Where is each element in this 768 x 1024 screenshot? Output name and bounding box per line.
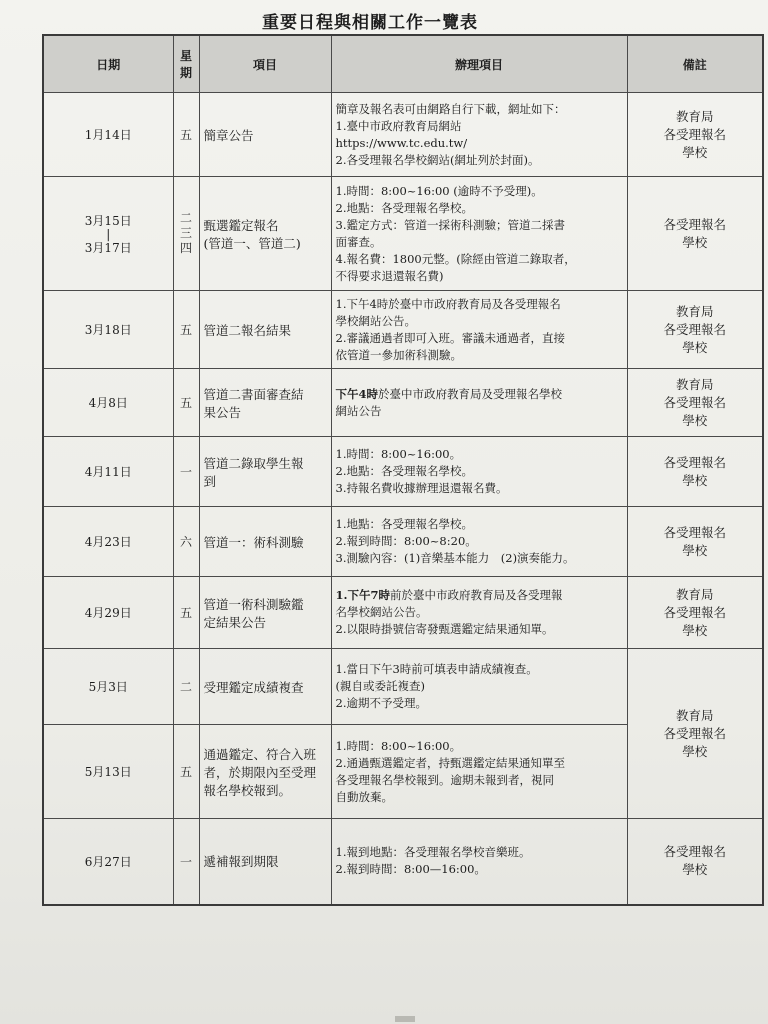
table-row (43, 177, 763, 291)
row-detail (331, 819, 627, 905)
note-line: 各受理報名 (663, 604, 726, 620)
row-note (627, 437, 763, 507)
note-line: 學校 (682, 862, 708, 878)
detail-line: 1.當日下午3時前可填表申請成績複查。 (335, 662, 538, 676)
item-line: 管道一術科測驗鑑 (203, 596, 304, 612)
row-date: 5月3日 (43, 649, 173, 725)
row-dow: 五 (173, 577, 199, 649)
item-line: (管道一、管道二) (203, 235, 301, 251)
item-line: 定結果公告 (203, 614, 267, 630)
detail-text: 前於臺中市政府教育局及各受理報 (390, 588, 563, 602)
row-dow: 五 (173, 291, 199, 369)
row-dow: 六 (173, 507, 199, 577)
date-end: 3月17日 (84, 240, 132, 255)
date-separator: | (106, 226, 111, 241)
row-item (199, 369, 331, 437)
note-line: 教育局 (675, 707, 714, 723)
row-detail (331, 291, 627, 369)
header-item: 項目 (199, 35, 331, 93)
header-note: 備註 (627, 35, 763, 93)
row-note (627, 93, 763, 177)
item-line: 果公告 (203, 404, 242, 420)
row-date: 5月13日 (43, 725, 173, 819)
row-note (627, 507, 763, 577)
row-note (627, 177, 763, 291)
detail-line: https://www.tc.edu.tw/ (335, 135, 468, 150)
detail-line: 3.測驗內容：(1)音樂基本能力 (2)演奏能力。 (335, 551, 575, 565)
page-title: 重要日程與相關工作一覽表 (262, 13, 478, 33)
detail-line: 不得要求退還報名費) (335, 268, 444, 283)
detail-line: 1.臺中市政府教育局網站 (335, 118, 462, 133)
detail-line: 網站公告 (335, 403, 382, 418)
row-item (199, 437, 331, 507)
detail-line: 4.報名費：1800元整。(除經由管道二錄取者， (335, 251, 576, 266)
row-date (43, 177, 173, 291)
row-dow: 五 (173, 369, 199, 437)
note-line: 學校 (682, 144, 708, 160)
row-detail (331, 507, 627, 577)
detail-line: 依管道一參加術科測驗。 (335, 347, 462, 362)
note-line: 教育局 (675, 376, 714, 392)
detail-line: 2.審議通過者即可入班。審議未通過者，直接 (335, 330, 565, 345)
item-line: 管道二書面審查結 (203, 386, 304, 402)
note-line: 各受理報名 (663, 394, 726, 410)
note-line: 學校 (682, 743, 708, 759)
row-detail (331, 437, 627, 507)
note-line: 學校 (682, 234, 708, 250)
note-line: 各受理報名 (663, 524, 726, 540)
page-edge-mark (395, 1016, 415, 1022)
item-line: 到 (203, 473, 217, 489)
detail-line: 名學校網站公告。 (335, 605, 428, 619)
row-item (199, 177, 331, 291)
row-date: 4月23日 (43, 507, 173, 577)
table-row (43, 369, 763, 437)
detail-line: 2.通過甄選鑑定者，持甄選鑑定結果通知單至 (335, 755, 565, 770)
dow-line: 二 (179, 211, 192, 225)
note-line: 教育局 (675, 586, 714, 602)
detail-line: 2.各受理報名學校網站(網址列於封面)。 (335, 152, 540, 167)
row-date: 1月14日 (43, 93, 173, 177)
note-line: 各受理報名 (663, 321, 726, 337)
row-note (627, 577, 763, 649)
row-date: 6月27日 (43, 819, 173, 905)
row-detail (331, 177, 627, 291)
table-row (43, 819, 763, 905)
note-line: 學校 (682, 339, 708, 355)
row-item (199, 725, 331, 819)
table-row (43, 649, 763, 725)
row-item: 管道二報名結果 (199, 291, 331, 369)
row-date: 4月8日 (43, 369, 173, 437)
row-detail (331, 93, 627, 177)
detail-emphasis: 下午4時 (335, 386, 379, 401)
note-line: 學校 (682, 472, 708, 488)
detail-line: 1.時間：8:00~16:00。 (335, 738, 462, 753)
row-dow: 一 (173, 819, 199, 905)
row-item (199, 577, 331, 649)
row-dow: 一 (173, 437, 199, 507)
detail-line: 2.地點：各受理報名學校。 (335, 464, 473, 478)
note-line: 各受理報名 (663, 216, 726, 232)
table-row (43, 93, 763, 177)
row-date: 4月11日 (43, 437, 173, 507)
row-note (627, 819, 763, 905)
note-line: 學校 (682, 542, 708, 558)
detail-line: 2.報到時間：8:00—16:00。 (335, 862, 486, 877)
row-detail (331, 725, 627, 819)
row-date: 4月29日 (43, 577, 173, 649)
table-row (43, 577, 763, 649)
header-date: 日期 (43, 35, 173, 93)
item-line: 管道二錄取學生報 (203, 455, 304, 471)
row-detail (331, 649, 627, 725)
note-line: 教育局 (675, 303, 714, 319)
row-date: 3月18日 (43, 291, 173, 369)
detail-line: 面審查。 (335, 234, 382, 249)
table-header-row (43, 35, 763, 93)
detail-line: (親自或委託複查) (335, 679, 425, 693)
header-dow: 星期 (173, 35, 199, 93)
date-start: 3月15日 (84, 213, 132, 228)
detail-text: 於臺中市政府教育局及受理報名學校 (378, 386, 563, 401)
row-item: 遞補報到期限 (199, 819, 331, 905)
detail-line: 1.時間：8:00~16:00 (逾時不予受理)。 (335, 183, 543, 198)
table-row (43, 291, 763, 369)
detail-emphasis: 1.下午7時 (335, 588, 391, 602)
detail-line: 簡章及報名表可由網路自行下載，網址如下： (335, 101, 566, 116)
note-line: 各受理報名 (663, 725, 726, 741)
detail-line: 3.持報名費收據辦理退還報名費。 (335, 481, 508, 495)
note-line: 各受理報名 (663, 126, 726, 142)
row-item: 簡章公告 (199, 93, 331, 177)
item-line: 者，於期限內至受理 (203, 764, 317, 780)
item-line: 通過鑑定、符合入班 (203, 746, 317, 762)
detail-line: 1.地點：各受理報名學校。 (335, 517, 473, 531)
table-row (43, 437, 763, 507)
row-dow: 五 (173, 725, 199, 819)
note-line: 學校 (682, 622, 708, 638)
row-item: 管道一：術科測驗 (199, 507, 331, 577)
row-dow: 二 (173, 649, 199, 725)
detail-line: 自動放棄。 (335, 789, 393, 804)
detail-line: 2.報到時間：8:00~8:20。 (335, 534, 477, 548)
detail-line: 各受理報名學校報到。逾期未報到者，視同 (335, 772, 554, 787)
detail-line: 3.鑑定方式：管道一採術科測驗；管道二採書 (335, 217, 565, 232)
note-line: 各受理報名 (663, 844, 726, 860)
schedule-table (42, 34, 764, 906)
note-line: 學校 (682, 412, 708, 428)
detail-line: 學校網站公告。 (335, 313, 416, 328)
row-dow: 五 (173, 93, 199, 177)
dow-line: 四 (179, 241, 192, 255)
detail-line: 1.下午4時於臺中市政府教育局及各受理報名 (335, 296, 561, 311)
detail-line: 2.逾期不予受理。 (335, 696, 427, 710)
dow-line: 三 (179, 226, 192, 240)
detail-line: 2.地點：各受理報名學校。 (335, 200, 473, 215)
row-dow (173, 177, 199, 291)
row-item: 受理鑑定成績複查 (199, 649, 331, 725)
row-detail (331, 577, 627, 649)
row-note (627, 291, 763, 369)
item-line: 甄選鑑定報名 (203, 217, 279, 233)
row-note (627, 649, 763, 819)
note-line: 教育局 (675, 108, 714, 124)
detail-line: 1.時間：8:00~16:00。 (335, 447, 462, 461)
row-note (627, 369, 763, 437)
table-row (43, 507, 763, 577)
detail-line: 2.以限時掛號信寄發甄選鑑定結果通知單。 (335, 622, 554, 636)
detail-line (336, 386, 623, 403)
item-line: 報名學校報到。 (203, 782, 292, 798)
row-detail (331, 369, 627, 437)
header-detail: 辦理項目 (331, 35, 627, 93)
note-line: 各受理報名 (663, 454, 726, 470)
detail-line: 1.報到地點：各受理報名學校音樂班。 (335, 845, 531, 860)
detail-line (336, 587, 623, 604)
